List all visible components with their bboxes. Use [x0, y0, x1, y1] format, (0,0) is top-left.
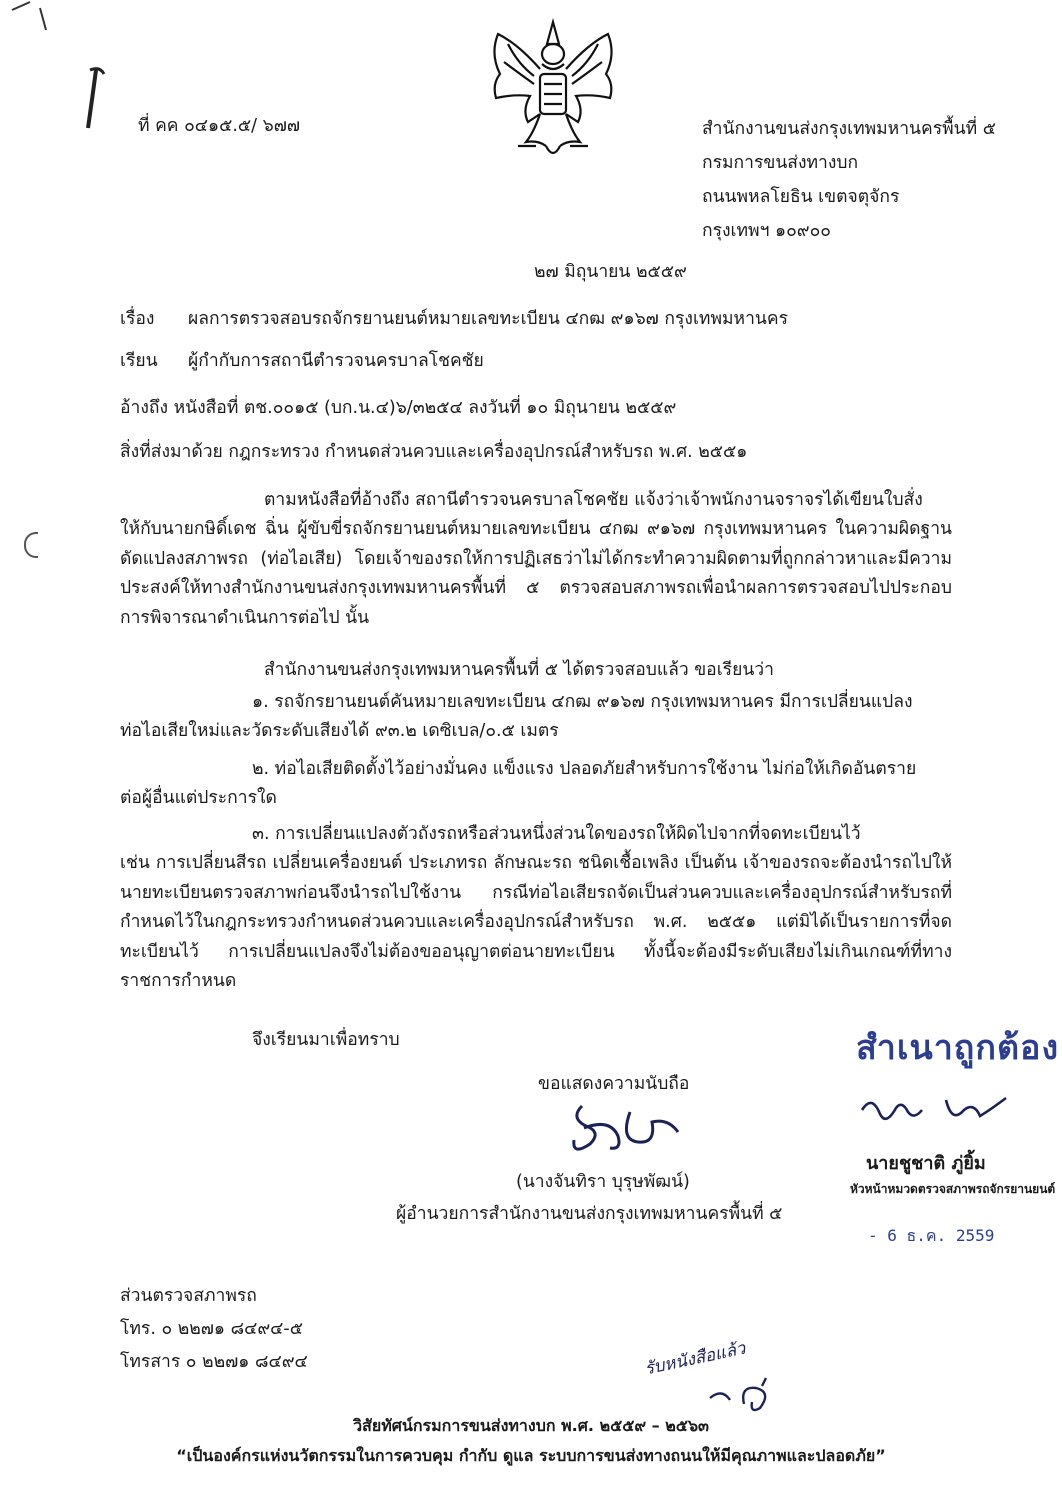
item-first-line: ๓. การเปลี่ยนแปลงตัวถังรถหรือส่วนหนึ่งส่วนใดของรถให้ผิดไปจากที่จดทะเบียนไว้	[252, 824, 861, 844]
subject-text: ผลการตรวจสอบรถจักรยานยนต์หมายเลขทะเบียน ๔กฒ ๙๑๖๗ กรุงเทพมหานคร	[188, 309, 788, 329]
footer-motto: “เป็นองค์กรแห่งนวัตกรรมในการควบคุม กำกับ ดูแล ระบบการขนส่งทางถนนให้มีคุณภาพและปลอดภัย”	[176, 1446, 886, 1465]
salutation-text: ผู้กำกับการสถานีตำรวจนครบาลโชคชัย	[188, 351, 484, 371]
paragraph-body: ให้กับนายกษิดิ์เดช ฉิ่น ผู้ขับขี่รถจักรยานยนต์หมายเลขทะเบียน ๔กฒ ๙๑๖๗ กรุงเทพมหานคร ในความผิดฐานดัดแปลงสภาพรถ (ท่อไอเสีย) โดยเจ้าของรถให้การปฏิเสธว่าไม่ได้กระทำความผิดตามที่ถูกกล่าวหาและมีความประสงค์ให้ทางสำนักงานขนส่งกรุงเทพมหานครพื้นที่ ๕ ตรวจสอบสภาพรถเพื่อนำผลการตรวจสอบไปประกอบการพิจารณาดำเนินการต่อไป นั้น	[120, 519, 952, 628]
paragraph-first-line: ตามหนังสือที่อ้างถึง สถานีตำรวจนครบาลโชคชัย แจ้งว่าเจ้าพนักงานจราจรได้เขียนใบสั่ง	[264, 490, 923, 510]
certifier-signature-icon	[856, 1080, 1026, 1140]
certified-date-stamp: - 6 ธ.ค. 2559	[868, 1226, 995, 1245]
signer-name: (นางจันทิรา บุรุษพัฒน์)	[516, 1172, 690, 1192]
sender-address-line: ถนนพหลโยธิน เขตจตุจักร	[702, 187, 900, 207]
garuda-emblem-icon	[478, 14, 628, 164]
item-body: ท่อไอเสียใหม่และวัดระดับเสียงได้ ๙๓.๒ เดซิเบล/๐.๕ เมตร	[120, 721, 559, 741]
paragraph-intro: สำนักงานขนส่งกรุงเทพมหานครพื้นที่ ๕ ได้ตรวจสอบแล้ว ขอเรียนว่า	[264, 660, 774, 680]
letter-date: ๒๗ มิถุนายน ๒๕๕๙	[534, 262, 687, 282]
handwritten-note: รับหนังสือแล้ว	[642, 1338, 748, 1380]
certified-copy-stamp: สำเนาถูกต้อง	[856, 1028, 1060, 1068]
director-signature-icon	[560, 1088, 710, 1160]
handwritten-initial-icon	[700, 1368, 790, 1418]
closing-line: จึงเรียนมาเพื่อทราบ	[252, 1030, 400, 1050]
sender-address-line: สำนักงานขนส่งกรุงเทพมหานครพื้นที่ ๕	[702, 119, 996, 139]
certifier-name: นายชูชาติ ภู่ยิ้ม	[866, 1153, 986, 1174]
contact-phone: โทร. ๐ ๒๒๗๑ ๘๔๙๔-๕	[120, 1319, 303, 1339]
pen-scribble-icon	[0, 0, 120, 150]
footer-vision: วิสัยทัศน์กรมการขนส่งทางบก พ.ศ. ๒๕๕๙ – ๒๕๖๓	[353, 1416, 709, 1435]
item-first-line: ๑. รถจักรยานยนต์คันหมายเลขทะเบียน ๔กฒ ๙๑๖๗ กรุงเทพมหานคร มีการเปลี่ยนแปลง	[252, 692, 913, 712]
enclosure-line: สิ่งที่ส่งมาด้วย กฎกระทรวง กำหนดส่วนควบและเครื่องอุปกรณ์สำหรับรถ พ.ศ. ๒๕๕๑	[120, 442, 748, 462]
reference-number: ที่ คค ๐๔๑๕.๕/ ๖๗๗	[138, 116, 301, 136]
subject-label: เรื่อง	[120, 309, 155, 329]
certifier-position: หัวหน้าหมวดตรวจสภาพรถจักรยานยนต์	[850, 1182, 1056, 1196]
punch-hole-mark	[24, 532, 38, 558]
item-body: เช่น การเปลี่ยนสีรถ เปลี่ยนเครื่องยนต์ ประเภทรถ ลักษณะรถ ชนิดเชื้อเพลิง เป็นต้น เจ้าของรถจะต้องนำรถไปให้นายทะเบียนตรวจสภาพก่อนจึงนำรถไปใช้งาน กรณีท่อไอเสียรถจัดเป็นส่วนควบและเครื่องอุปกรณ์สำหรับรถที่กำหนดไว้ในกฎกระทรวงกำหนดส่วนควบและเครื่องอุปกรณ์สำหรับรถ พ.ศ. ๒๕๕๑ แต่มิได้เป็นรายการที่จดทะเบียนไว้ การเปลี่ยนแปลงจึงไม่ต้องขออนุญาตต่อนายทะเบียน ทั้งนี้จะต้องมีระดับเสียงไม่เกินเกณฑ์ที่ทางราชการกำหนด	[120, 853, 952, 991]
contact-fax: โทรสาร ๐ ๒๒๗๑ ๘๔๙๔	[120, 1352, 308, 1372]
sender-address-line: กรมการขนส่งทางบก	[702, 153, 859, 173]
sender-address-line: กรุงเทพฯ ๑๐๙๐๐	[702, 221, 831, 241]
contact-department: ส่วนตรวจสภาพรถ	[120, 1286, 257, 1306]
reference-line: อ้างถึง หนังสือที่ ตช.๐๐๑๕ (บก.น.๔)๖/๓๒๕๔ ลงวันที่ ๑๐ มิถุนายน ๒๕๕๙	[120, 398, 677, 418]
salutation-label: เรียน	[120, 351, 158, 371]
item-first-line: ๒. ท่อไอเสียติดตั้งไว้อย่างมั่นคง แข็งแรง ปลอดภัยสำหรับการใช้งาน ไม่ก่อให้เกิดอันตราย	[252, 759, 917, 779]
item-body: ต่อผู้อื่นแต่ประการใด	[120, 788, 277, 808]
signer-position: ผู้อำนวยการสำนักงานขนส่งกรุงเทพมหานครพื้นที่ ๕	[396, 1204, 783, 1224]
regards-line: ขอแสดงความนับถือ	[538, 1074, 690, 1094]
